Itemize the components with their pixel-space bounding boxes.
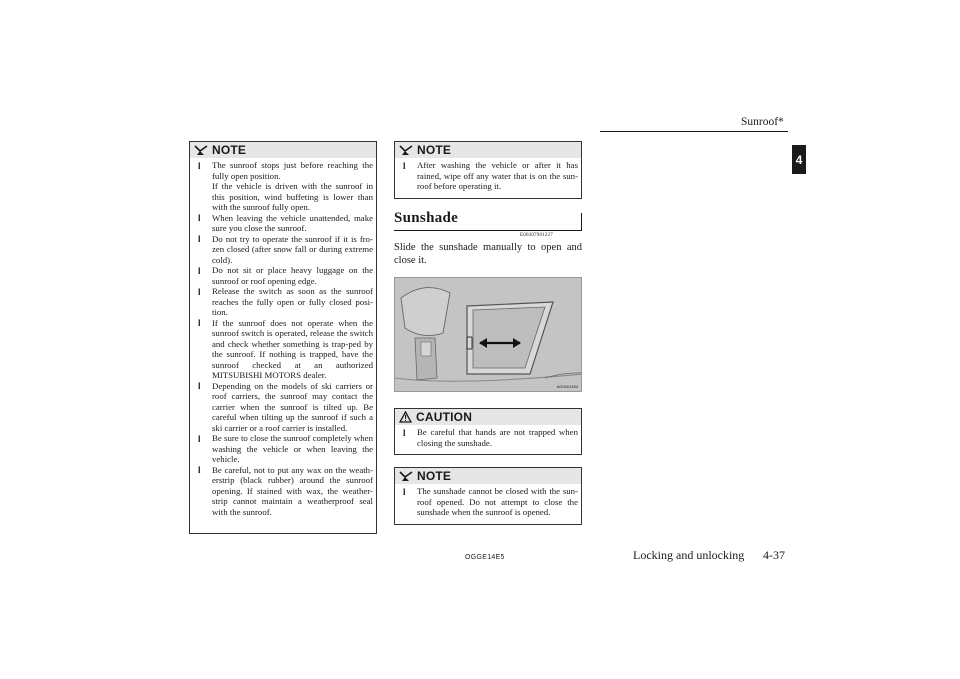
note-list — [395, 486, 581, 518]
caution-box — [394, 408, 582, 455]
caution-heading: CAUTION — [416, 410, 473, 424]
note-item — [198, 318, 373, 381]
note-list — [190, 160, 376, 517]
page-header-title: Sunroof* — [741, 116, 784, 128]
note-item — [198, 465, 373, 518]
note-item-text: Be sure to close the sunroof completely when washing the vehicle or when leaving the vehicle. — [212, 433, 373, 464]
note-item-text: Be careful, not to put any wax on the weath-erstrip (black rubber) around the sunroof opening. If stained with wax, the weather-strip cannot maintain a weatherproof seal with the sunroof. — [212, 464, 373, 517]
sunshade-drawing — [395, 278, 582, 392]
bullet-icon: l — [198, 381, 201, 391]
note-box-header — [190, 142, 376, 158]
note-heading: NOTE — [417, 143, 452, 157]
caution-item — [403, 427, 578, 448]
note-icon — [194, 145, 208, 156]
note-item-text: After washing the vehicle or after it has rained, wipe off any water that is on the sun-roof before operating it. — [417, 160, 578, 191]
footer-page-number: 4-37 — [763, 548, 785, 562]
note-item — [198, 213, 373, 234]
note-item — [198, 381, 373, 434]
footer-section-name: Locking and unlocking — [633, 548, 745, 562]
note-icon — [399, 471, 413, 482]
header-rule — [600, 131, 788, 132]
note-item-text: Depending on the models of ski carriers or roof carriers, the sunroof may contact the carrier when the sunroof is tilted up. Be careful when tilting up the sunroof if such a ski carrier or a roof carrier is installed. — [212, 380, 373, 433]
section-code: E00307901227 — [520, 233, 553, 238]
bullet-icon: l — [198, 318, 201, 328]
section-title: Sunshade — [394, 210, 459, 226]
bullet-icon: l — [198, 213, 201, 223]
bullet-icon: l — [403, 486, 406, 497]
bullet-icon: l — [403, 427, 406, 438]
warning-triangle-icon — [399, 411, 412, 423]
note-heading: NOTE — [417, 469, 452, 483]
note-item — [403, 486, 578, 518]
note-list — [395, 160, 581, 192]
bullet-icon: l — [198, 265, 201, 276]
bullet-icon: l — [403, 160, 406, 171]
bullet-icon: l — [198, 160, 201, 171]
note-item-text: The sunroof stops just before reaching the fully open position. — [212, 160, 373, 181]
caution-box-header — [395, 409, 581, 425]
note-item — [198, 234, 373, 266]
note-box-header — [395, 142, 581, 158]
sunshade-illustration — [394, 277, 582, 392]
note-item-text: The sunshade cannot be closed with the sun-roof opened. Do not attempt to close the sunshade when the sunroof is opened. — [417, 486, 578, 517]
note-item — [198, 265, 373, 286]
bullet-icon: l — [198, 234, 201, 244]
note-item-text: Release the switch as soon as the sunroof reaches the fully open or fully closed posi-tion. — [212, 286, 373, 317]
note-item — [198, 286, 373, 318]
note-icon — [399, 145, 413, 156]
bullet-icon: l — [198, 286, 201, 297]
note-item-text: When leaving the vehicle unattended, make sure you close the sunroof. — [212, 212, 373, 233]
note-item-text: If the sunroof does not operate when the sunroof switch is operated, release the switch and check whether something is trap-ped by the sunroof. If nothing is trapped, have the sunroof checked at an authorized MITSUBISHI MOTORS dealer. — [212, 317, 373, 380]
note-item — [198, 160, 373, 213]
bullet-icon: l — [198, 465, 201, 475]
section-body: Slide the sunshade manually to open and close it. — [394, 242, 582, 266]
caution-list — [395, 427, 581, 448]
figure-code: AG0001494 — [556, 384, 578, 389]
note-heading: NOTE — [212, 143, 247, 157]
caution-item-text: Be careful that hands are not trapped when closing the sunshade. — [417, 427, 578, 448]
note-box-right-top — [394, 141, 582, 199]
chapter-tab: 4 — [792, 145, 806, 174]
note-item — [198, 433, 373, 465]
note-box-left — [189, 141, 377, 534]
section-rule — [394, 230, 582, 231]
section-rule-tick — [581, 213, 582, 231]
note-box-right-bottom — [394, 467, 582, 525]
note-item — [403, 160, 578, 192]
note-item-text: Do not try to operate the sunroof if it is fro-zen closed (after snow fall or during extreme cold). — [212, 233, 373, 265]
note-box-header — [395, 468, 581, 484]
footer-code: OGGE14E5 — [465, 554, 505, 561]
note-item-continuation: If the vehicle is driven with the sunroof in this position, wind buffeting is lower than with the sunroof fully open. — [212, 181, 373, 212]
note-item-text: Do not sit or place heavy luggage on the sunroof or roof opening edge. — [212, 265, 373, 286]
bullet-icon: l — [198, 433, 201, 444]
